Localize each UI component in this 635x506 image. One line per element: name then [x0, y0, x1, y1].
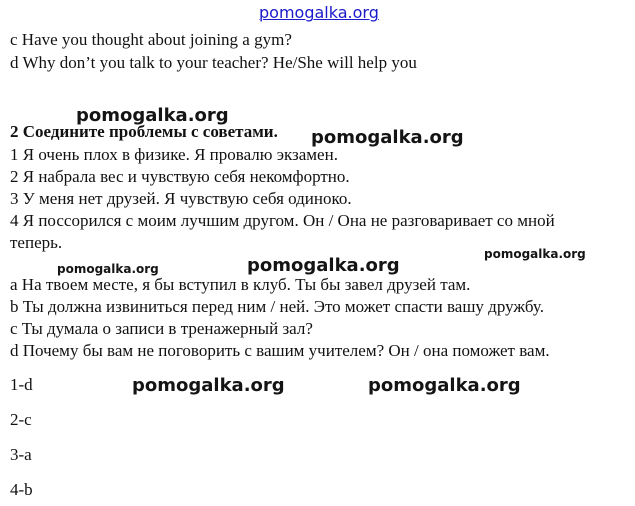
watermark-mid-left: pomogalka.org — [57, 262, 159, 276]
problem-4-continuation: теперь. — [10, 233, 63, 252]
answer-2: 2-c — [10, 410, 32, 429]
watermark-mid-right: pomogalka.org — [484, 247, 586, 261]
problem-4: 4 Я поссорился с моим лучшим другом. Он / Она не разговаривает со мной — [10, 211, 555, 230]
problem-2: 2 Я набрала вес и чувствую себя некомфортно. — [10, 167, 350, 186]
english-advice-c: c Have you thought about joining a gym? — [10, 30, 292, 49]
task-heading: 2 Соедините проблемы с советами. — [10, 122, 278, 141]
advice-a: a На твоем месте, я бы вступил в клуб. Ты бы завел друзей там. — [10, 275, 471, 294]
answer-1: 1-d — [10, 375, 33, 394]
advice-d: d Почему бы вам не поговорить с вашим учителем? Он / она поможет вам. — [10, 341, 550, 360]
watermark-heading-left: pomogalka.org — [76, 105, 229, 126]
watermark-mid-center: pomogalka.org — [247, 255, 400, 276]
watermark-top: pomogalka.org — [259, 3, 379, 22]
advice-b: b Ты должна извиниться перед ним / ней. Это может спасти вашу дружбу. — [10, 297, 544, 316]
advice-c: c Ты думала о записи в тренажерный зал? — [10, 319, 313, 338]
watermark-answers-right: pomogalka.org — [368, 375, 521, 396]
problem-3: 3 У меня нет друзей. Я чувствую себя одиноко. — [10, 189, 352, 208]
answer-4: 4-b — [10, 480, 33, 499]
answer-3: 3-a — [10, 445, 32, 464]
english-advice-d: d Why don’t you talk to your teacher? He/She will help you — [10, 53, 417, 72]
watermark-heading-right: pomogalka.org — [311, 127, 464, 148]
problem-1: 1 Я очень плох в физике. Я провалю экзамен. — [10, 145, 338, 164]
watermark-answers-left: pomogalka.org — [132, 375, 285, 396]
